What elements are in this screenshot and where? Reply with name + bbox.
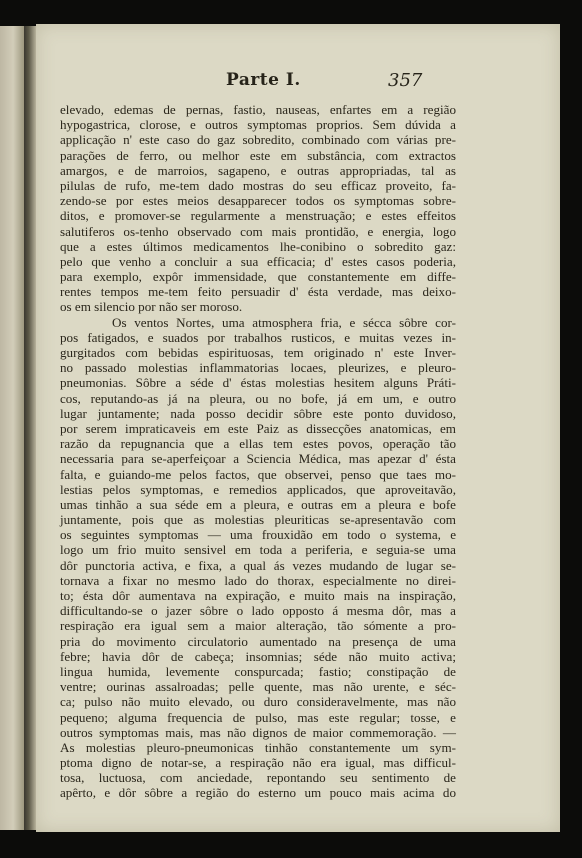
text-line: que a estes últimos medicamentos lhe-conibino o sobredito gaz: bbox=[60, 238, 456, 254]
text-line: outros symptomas mais, mas não dignos de maior commemoração. — bbox=[60, 724, 456, 740]
book-gutter bbox=[24, 26, 36, 830]
text-line: pneumonias. Sôbre a séde d' éstas molestias hesitem alguns Práti- bbox=[60, 375, 456, 391]
page-number: 357 bbox=[388, 70, 423, 91]
text-line: pequeno; alguma frequencia de pulso, mas este regular; tosse, e bbox=[60, 709, 456, 725]
text-line: As molestias pleuro-pneumonicas tinhão constantemente um sym- bbox=[60, 739, 456, 755]
text-line: juntamente, pois que as molestias pleuriticas se-apresentavão com bbox=[60, 512, 456, 528]
text-line: lugar juntamente; nada posso decidir sôbre este ponto duvidoso, bbox=[60, 405, 456, 421]
text-line: gurgitados com bebidas espirituosas, tem originado n' este Inver- bbox=[60, 345, 456, 360]
text-line: ptoma digno de notar-se, a respiração não era igual, mas difficul- bbox=[60, 755, 456, 771]
text-line: necessaria para se-aperfeiçoar a Sciencia Médica, mas apezar d' ésta bbox=[60, 451, 456, 467]
text-line: pos fatigados, e suados por trabalhos rusticos, e muitas vezes in- bbox=[60, 329, 456, 345]
text-line: lestias pelos symptomas, e remedios applicados, que aproveitavão, bbox=[60, 481, 456, 497]
body-text bbox=[60, 102, 456, 801]
text-line: apêrto, e dôr sôbre a região do esterno um pouco mais acima do bbox=[60, 785, 456, 801]
text-line: salutiferos os-tenho observado com mais prontidão, e energia, logo bbox=[60, 223, 456, 239]
text-line: cos, reputando-as já na pleura, ou no bofe, já em um, e outro bbox=[60, 390, 456, 406]
text-line: hypogastrica, clorose, e outros symptomas proprios. Sem dúvida a bbox=[60, 117, 456, 133]
text-line: pelo que venho a concluir a sua efficacia; d' estes casos poderia, bbox=[60, 253, 456, 269]
text-line: febre; havia dôr de cabeça; insomnias; séde não muito activa; bbox=[60, 648, 456, 664]
text-line: os em silencio por não ser moroso. bbox=[60, 299, 243, 315]
paragraph-start-line: Os ventos Nortes, uma atmosphera fria, e sécca sôbre cor- bbox=[112, 314, 456, 330]
text-line: respiração era igual sem a maior alteração, tão sómente a pro- bbox=[60, 618, 456, 634]
text-line: os seguintes symptomas — uma frouxidão em todo o systema, e bbox=[60, 527, 456, 543]
text-line: to; ésta dôr aumentava na expiração, e muito mais na inspiração, bbox=[60, 588, 456, 603]
text-line: pilulas de rufo, me-tem dado mostras do seu efficaz proveito, fa- bbox=[60, 177, 456, 193]
text-line: amargos, e de marroios, sagapeno, e outras appropriadas, tal as bbox=[60, 162, 456, 178]
text-line: ditos, e promover-se regularmente a menstruação; e estes effeitos bbox=[60, 208, 456, 224]
text-line: por serem impraticaveis em este Paiz as dissecções anatomicas, em bbox=[60, 420, 456, 436]
facing-page-edge bbox=[0, 26, 24, 830]
text-line: tosa, luctuosa, com anciedade, repontando seu sentimento de bbox=[60, 770, 456, 786]
text-line: falta, e guiando-me pelos factos, que observei, penso que taes mo- bbox=[60, 466, 456, 482]
text-line: logo um frio muito sensivel em toda a periferia, e seguia-se uma bbox=[60, 542, 456, 558]
text-line: tornava a fixar no mesmo lado do thorax, especialmente no direi- bbox=[60, 572, 456, 588]
text-line: lingua humida, levemente conspurcada; fastio; constipação de bbox=[60, 663, 456, 679]
text-line: parações de ferro, ou melhor este em substância, com extractos bbox=[60, 147, 456, 163]
running-head bbox=[36, 46, 486, 91]
text-line: zendo-se por estes meios desapparecer todos os symptomas sobre- bbox=[60, 193, 456, 209]
text-line: no passado molestias inflammatorias locaes, pleurizes, e pleuro- bbox=[60, 360, 456, 376]
text-line: rentes tempos me-tem feito persuadir d' ésta verdade, mas deixo- bbox=[60, 284, 456, 300]
text-line: razão da repugnancia que a ellas tem estes povos, operação tão bbox=[60, 436, 456, 452]
text-line: difficultando-se o jazer sôbre o lado opposto á mesma dôr, mas a bbox=[60, 603, 456, 619]
text-line: applicação n' este caso do gaz sobredito, combinado com várias pre- bbox=[60, 132, 456, 148]
text-line: para exemplo, expôr immensidade, que constantemente em diffe- bbox=[60, 269, 456, 285]
text-line: pria do movimento circulatorio aumentado na presença de uma bbox=[60, 633, 456, 649]
text-line: dôr punctoria activa, e fixa, a qual ás vezes mudando de lugar se- bbox=[60, 557, 456, 573]
text-line: ca; pulso não muito elevado, ou duro consideravelmente, mas não bbox=[60, 694, 456, 710]
text-line: ventre; ourinas assalroadas; pelle quente, mas não urente, e séc- bbox=[60, 679, 456, 695]
text-line: elevado, edemas de pernas, fastio, nauseas, enfartes em a região bbox=[60, 102, 456, 117]
part-title: Parte I. bbox=[226, 70, 301, 90]
text-line: umas tinhão a sua séde em a pleura, e outras em a pleura e bofe bbox=[60, 496, 456, 512]
